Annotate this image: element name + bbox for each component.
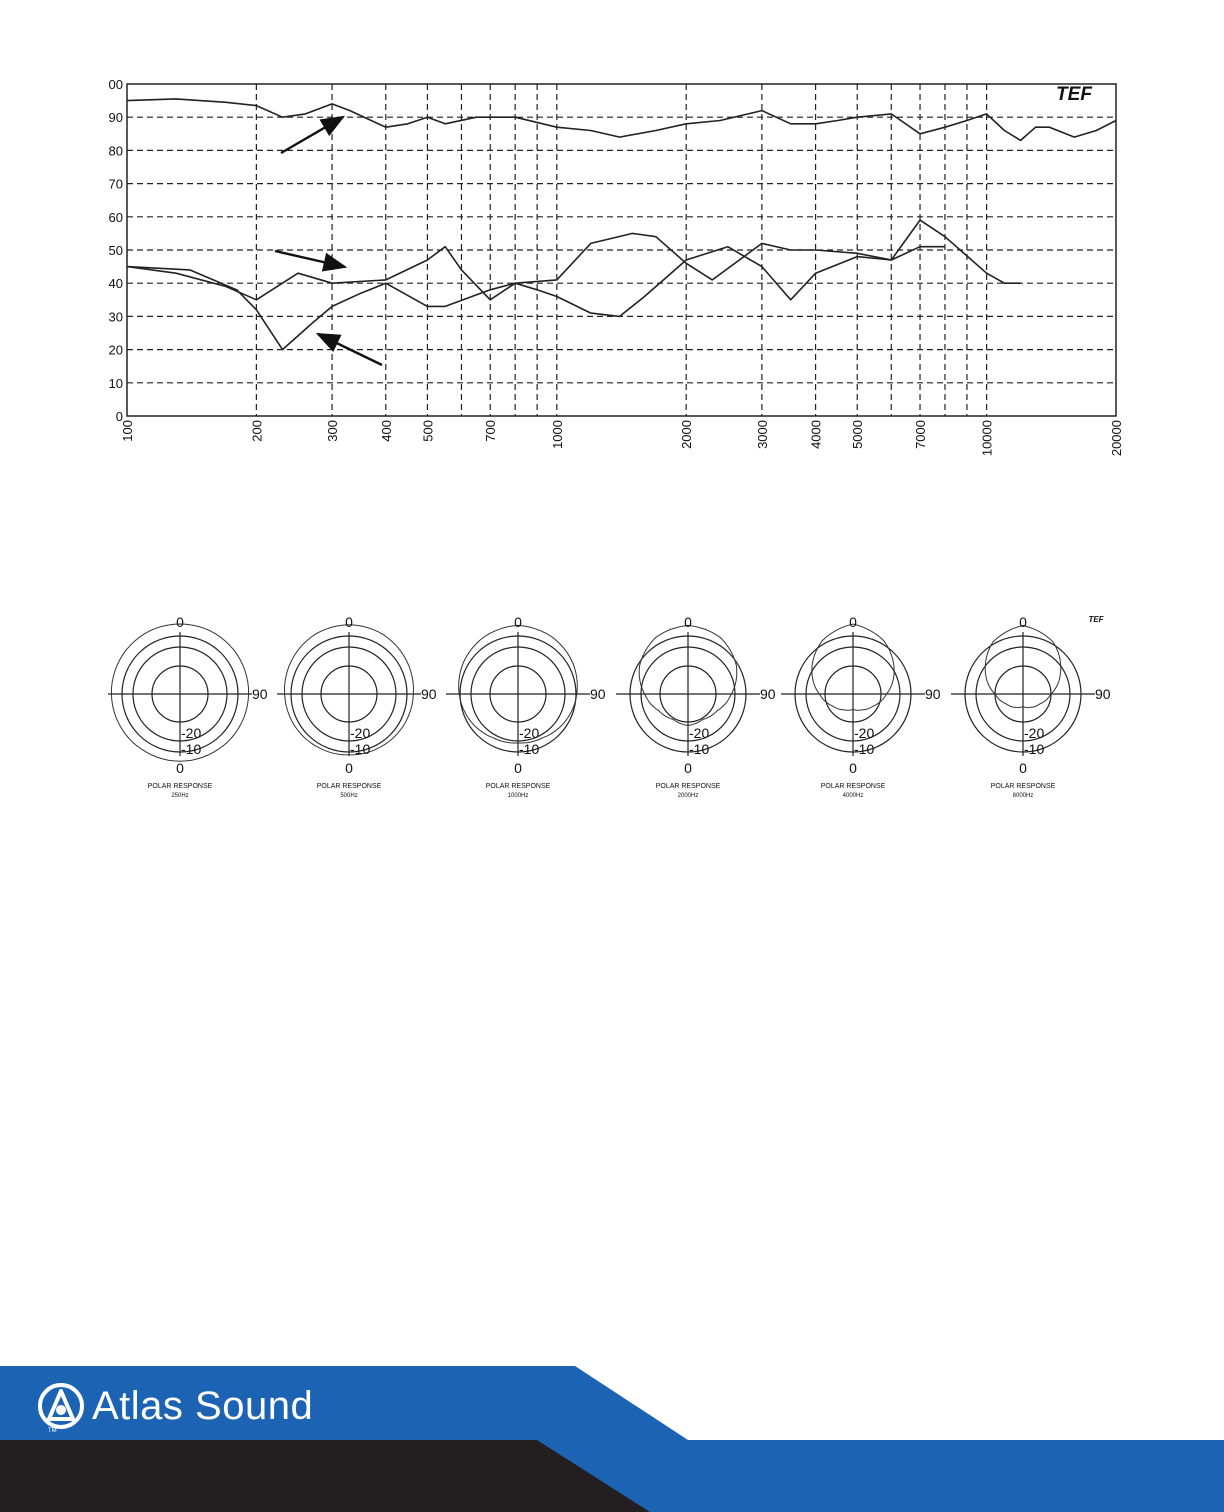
- polar-angle-label-right: 90: [1095, 686, 1111, 702]
- y-tick-label: 80: [108, 143, 123, 159]
- polar-subtitle: 1000Hz: [507, 793, 529, 799]
- polar-ring-label: -10: [350, 741, 371, 757]
- polar-angle-label-right: 90: [252, 686, 268, 702]
- x-tick-label: 7000: [913, 420, 929, 449]
- footer-dark-band: [0, 1440, 650, 1512]
- y-tick-label: 50: [108, 243, 123, 258]
- tef-logo: TEF: [1056, 84, 1092, 105]
- polar-chart-6: [951, 614, 1111, 799]
- polar-angle-label-bottom: 0: [514, 760, 522, 776]
- polar-angle-label-right: 90: [760, 686, 776, 702]
- polar-chart-5: [781, 614, 941, 799]
- polar-ring-label: -20: [689, 725, 710, 741]
- polar-ring-label: -20: [1024, 725, 1045, 741]
- y-tick-label: 10: [108, 375, 123, 391]
- x-tick-label: 20000: [1109, 420, 1124, 457]
- polar-subtitle: 500Hz: [340, 793, 358, 799]
- polar-chart-2: [277, 614, 437, 799]
- polar-angle-label-bottom: 0: [1019, 760, 1027, 776]
- x-tick-label: 500: [420, 420, 436, 442]
- x-tick-label: 100: [120, 420, 135, 442]
- polar-ring-label: -10: [181, 741, 202, 757]
- y-tick-label: 00: [108, 77, 123, 92]
- polar-ring-label: -10: [689, 741, 710, 757]
- polar-subtitle: 8000Hz: [1012, 793, 1034, 799]
- polar-ring-label: -10: [519, 741, 540, 757]
- y-tick-label: 30: [108, 309, 123, 325]
- polar-title: POLAR RESPONSE: [316, 783, 382, 790]
- polar-angle-label-top: 0: [345, 614, 353, 630]
- x-tick-label: 2000: [679, 420, 695, 449]
- y-tick-label: 20: [108, 342, 123, 358]
- polar-subtitle: 250Hz: [171, 793, 189, 799]
- polar-title: POLAR RESPONSE: [485, 783, 551, 790]
- polar-ring-label: -10: [1024, 741, 1045, 757]
- x-tick-label: 1000: [549, 420, 565, 449]
- polar-angle-label-right: 90: [421, 686, 437, 702]
- x-tick-label: 10000: [979, 420, 995, 457]
- polar-ring-label: -20: [181, 725, 202, 741]
- polar-ring-label: -20: [350, 725, 371, 741]
- y-tick-label: 40: [108, 276, 123, 292]
- polar-angle-label-bottom: 0: [345, 760, 353, 776]
- polar-angle-label-top: 0: [514, 614, 522, 630]
- polar-subtitle: 4000Hz: [842, 793, 864, 799]
- polar-angle-label-top: 0: [1019, 614, 1027, 630]
- polar-title: POLAR RESPONSE: [147, 783, 213, 790]
- polar-angle-label-right: 90: [590, 686, 606, 702]
- polar-angle-label-bottom: 0: [176, 760, 184, 776]
- y-tick-label: 70: [108, 176, 123, 192]
- atlas-sound-logo: [36, 1381, 313, 1431]
- polar-angle-label-top: 0: [684, 614, 692, 630]
- x-tick-label: 3000: [754, 420, 770, 449]
- x-tick-label: 400: [378, 420, 394, 442]
- y-tick-label: 90: [108, 110, 123, 126]
- polar-angle-label-top: 0: [176, 614, 184, 630]
- brand-name: Atlas Sound: [92, 1383, 314, 1428]
- x-tick-label: 200: [249, 420, 265, 442]
- trademark-mark: TM: [48, 1428, 57, 1434]
- y-tick-label: 0: [115, 409, 123, 424]
- y-tick-label: 60: [108, 209, 123, 225]
- polar-ring-label: -20: [519, 725, 540, 741]
- polar-ring-label: -20: [854, 725, 875, 741]
- polar-title: POLAR RESPONSE: [655, 783, 721, 790]
- atlas-logo-icon: [36, 1381, 86, 1431]
- polar-chart-4: [616, 614, 776, 799]
- polar-title: POLAR RESPONSE: [990, 783, 1056, 790]
- tef-logo-small: TEF: [1088, 615, 1104, 624]
- polar-subtitle: 2000Hz: [677, 793, 699, 799]
- polar-angle-label-top: 0: [849, 614, 857, 630]
- polar-angle-label-bottom: 0: [849, 760, 857, 776]
- x-tick-label: 300: [325, 420, 341, 442]
- polar-chart-1: [108, 614, 268, 799]
- x-tick-label: 5000: [850, 420, 866, 449]
- x-tick-label: 4000: [808, 420, 824, 449]
- polar-title: POLAR RESPONSE: [820, 783, 886, 790]
- polar-ring-label: -10: [854, 741, 875, 757]
- x-tick-label: 700: [483, 420, 499, 442]
- polar-angle-label-right: 90: [925, 686, 941, 702]
- polar-chart-3: [446, 614, 606, 799]
- polar-angle-label-bottom: 0: [684, 760, 692, 776]
